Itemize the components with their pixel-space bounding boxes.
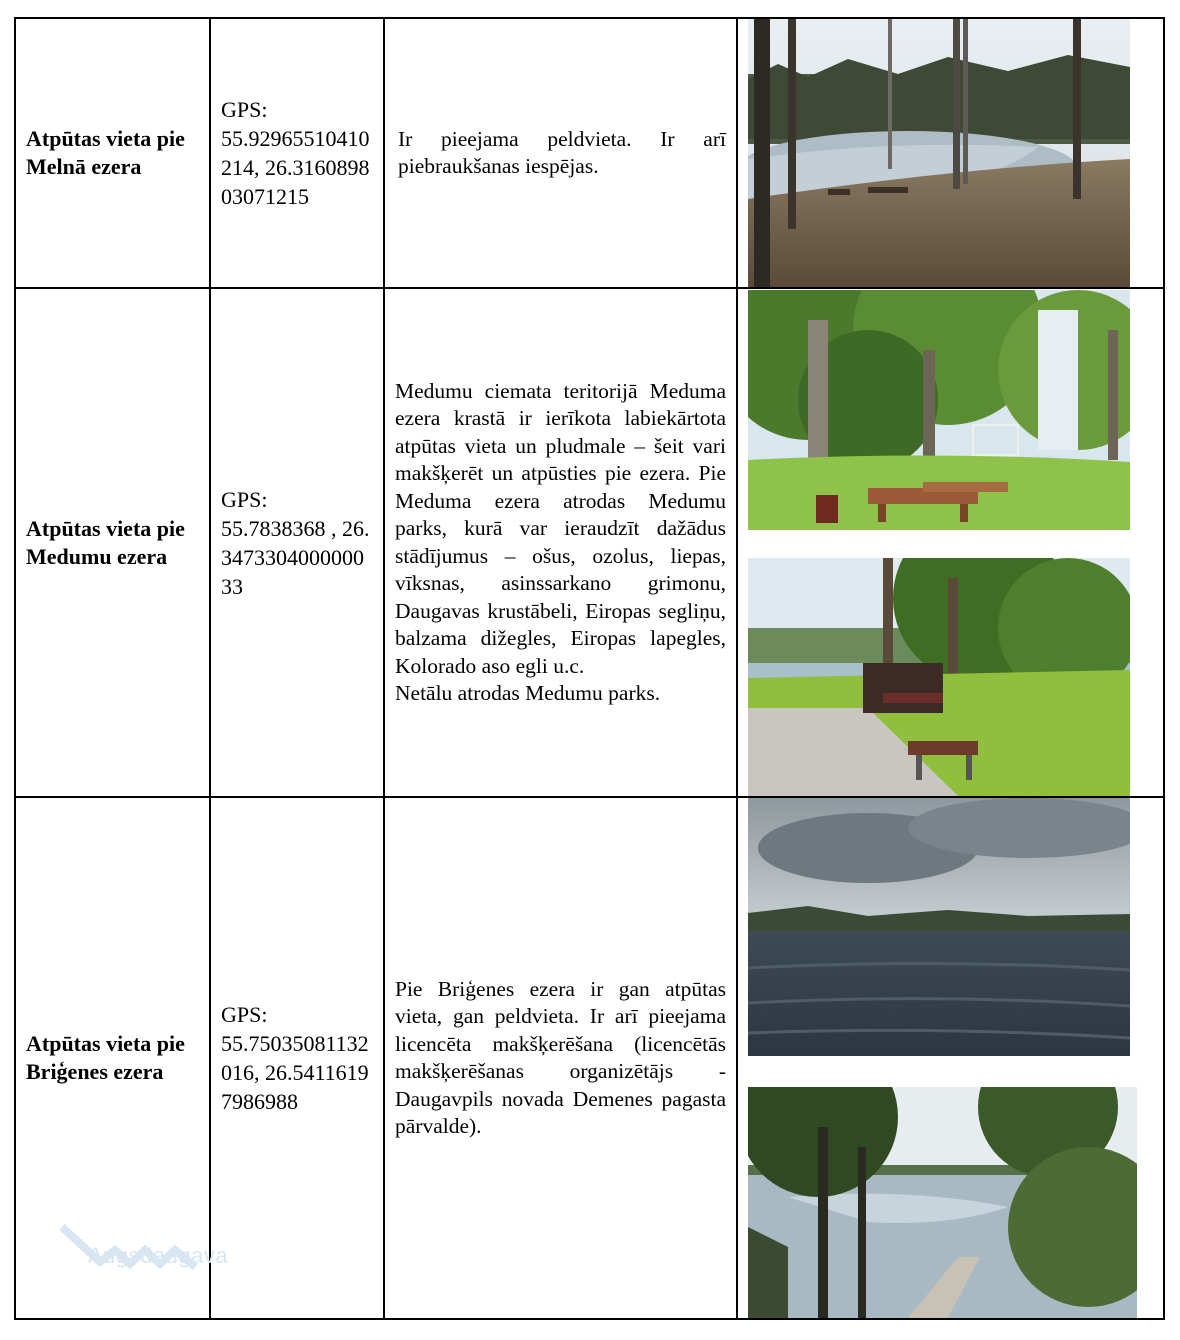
gps-coordinates: 55.75035081132016, 26.54116197986988	[221, 1031, 369, 1114]
gps-coordinates: 55.92965510410214, 26.316089803071215	[221, 126, 370, 209]
table-col-divider	[383, 17, 385, 1320]
gps-cell	[221, 19, 371, 287]
description-extra: Netālu atrodas Medumu parks.	[395, 681, 661, 705]
brigenes-shore-photo	[748, 1087, 1137, 1318]
watermark-text: Augsdaugava	[88, 1243, 229, 1268]
table-col-divider	[209, 17, 211, 1320]
table-border-bottom	[14, 1318, 1165, 1320]
description-cell	[395, 798, 726, 1318]
description-cell	[398, 19, 726, 287]
place-name: Atpūtas vieta pie Melnā ezera	[26, 126, 185, 179]
place-name-cell	[26, 289, 204, 796]
place-name: Atpūtas vieta pie Briģenes ezera	[26, 1031, 185, 1084]
description-cell	[395, 289, 726, 796]
place-name: Atpūtas vieta pie Medumu ezera	[26, 515, 185, 569]
gps-label: GPS:	[221, 486, 268, 512]
place-name-cell	[26, 19, 204, 287]
gps-coordinates: 55.7838368 , 26.347330400000033	[221, 515, 370, 599]
lake-melnais-photo	[748, 19, 1130, 287]
brigenes-lake-photo	[748, 798, 1130, 1056]
description-text: Ir pieejama peldvieta. Ir arī piebraukšanas iespējas.	[398, 126, 726, 178]
table-border-right	[1163, 17, 1165, 1320]
table-col-divider	[736, 17, 738, 1320]
gps-label: GPS:	[221, 1002, 268, 1027]
description-text: Medumu ciemata teritorijā Meduma ezera krastā ir ierīkota labiekārtota atpūtas vieta un pludmale – šeit vari makšķerēt un atpūsties pie ezera. Pie Meduma ezera atrodas Medumu parks, kurā var ieraudzīt dažādus stādījumus – ošus, ozolus, liepas, vīksnas, asinssarkano grimonu, Daugavas krustābeli, Eiropas segliņu, balzama dižegles, Eiropas lapegles, Kolorado aso egli u.c.	[395, 378, 726, 678]
medumu-lakeshore-photo	[748, 558, 1130, 796]
gps-label: GPS:	[221, 97, 268, 122]
description-text: Pie Briģenes ezera ir gan atpūtas vieta, gan peldvieta. Ir arī pieejama licencēta makšķerēšana (licencētās makšķerēšanas organizētājs - Daugavpils novada Demenes pagasta pārvalde).	[395, 976, 726, 1138]
medumu-park-photo	[748, 290, 1130, 530]
gps-cell	[221, 289, 371, 796]
table-border-left	[14, 17, 16, 1320]
